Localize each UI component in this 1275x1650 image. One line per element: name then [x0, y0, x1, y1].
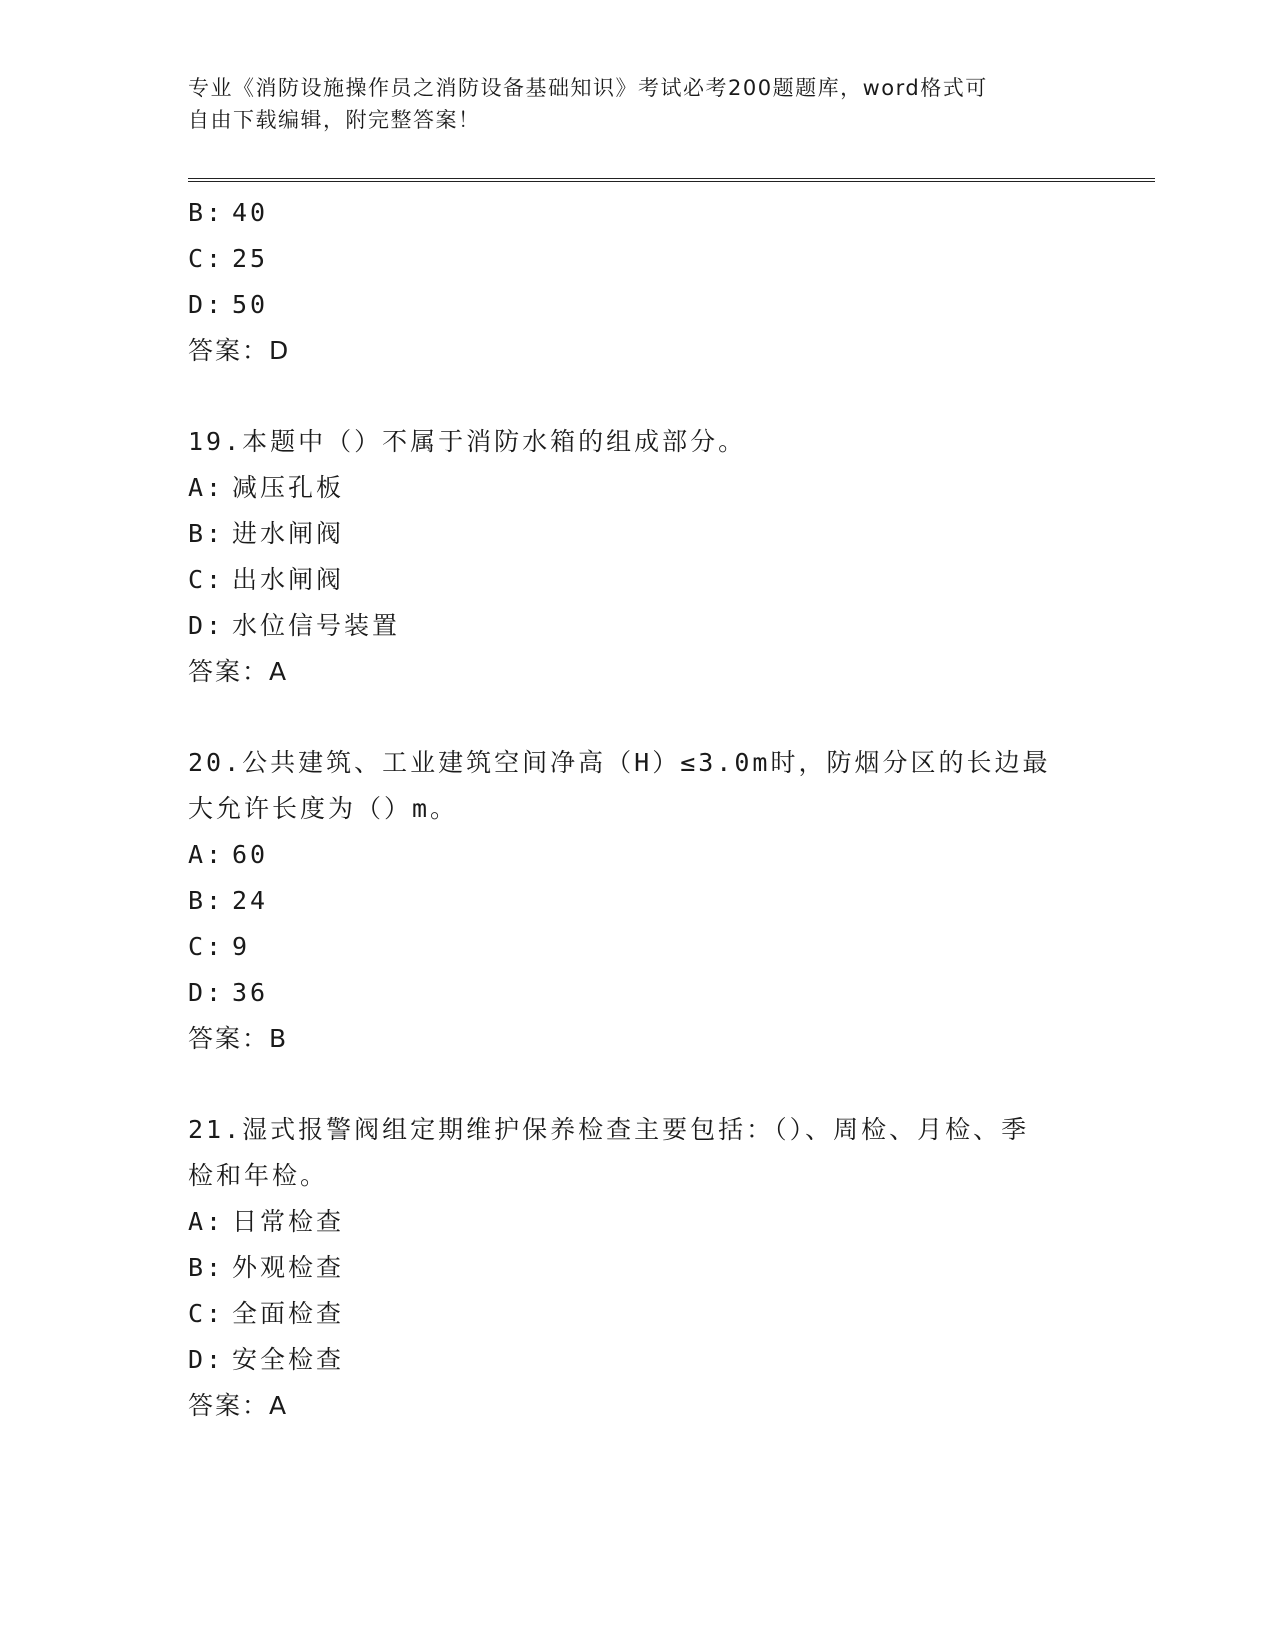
option-a: [188, 1199, 1088, 1245]
option-label: B:: [188, 1253, 225, 1282]
option-d: [188, 603, 1088, 649]
option-a: [188, 465, 1088, 511]
option-label: D:: [188, 290, 225, 319]
option-text: 全面检查: [232, 1299, 345, 1328]
option-c: [188, 1291, 1088, 1337]
answer: 答案：B: [188, 1024, 289, 1053]
header-title-line-1: 专业《消防设施操作员之消防设备基础知识》考试必考200题题库，word格式可: [188, 76, 988, 100]
option-text: 外观检查: [232, 1253, 345, 1282]
option-label: B:: [188, 198, 225, 227]
answer: 答案：A: [188, 657, 289, 686]
answer: 答案：A: [188, 1391, 289, 1420]
option-label: A:: [188, 840, 225, 869]
option-text: 进水闸阀: [232, 519, 345, 548]
option-label: B:: [188, 886, 225, 915]
option-label: A:: [188, 473, 225, 502]
option-label: C:: [188, 244, 225, 273]
option-label: B:: [188, 519, 225, 548]
option-label: A:: [188, 1207, 225, 1236]
option-b: [188, 1245, 1088, 1291]
option-label: D:: [188, 611, 225, 640]
option-text: 9: [232, 932, 251, 961]
question-stem-line-2: 大允许长度为（）m。: [188, 794, 459, 823]
option-c: [188, 557, 1088, 603]
option-label: D:: [188, 978, 225, 1007]
option-c: [188, 924, 1088, 970]
option-text: 水位信号装置: [232, 611, 401, 640]
option-label: C:: [188, 932, 225, 961]
question-stem-line-1: 21.湿式报警阀组定期维护保养检查主要包括：（）、周检、月检、季: [188, 1115, 1030, 1144]
option-d: [188, 282, 1088, 328]
option-c: [188, 236, 1088, 282]
question-stem: 19.本题中（）不属于消防水箱的组成部分。: [188, 427, 747, 456]
option-label: C:: [188, 565, 225, 594]
option-text: 安全检查: [232, 1345, 345, 1374]
option-text: 日常检查: [232, 1207, 345, 1236]
option-text: 25: [232, 244, 269, 273]
question-18: [188, 190, 1088, 374]
header-title-line-2: 自由下载编辑，附完整答案！: [188, 108, 481, 132]
question-stem-line-2: 检和年检。: [188, 1161, 329, 1190]
option-text: 60: [232, 840, 269, 869]
answer: 答案：D: [188, 336, 291, 365]
question-stem-line-1: 20.公共建筑、工业建筑空间净高（H）≤3.0m时，防烟分区的长边最: [188, 748, 1051, 777]
option-d: [188, 1337, 1088, 1383]
option-text: 24: [232, 886, 269, 915]
option-text: 出水闸阀: [232, 565, 345, 594]
option-b: [188, 878, 1088, 924]
header-divider: [188, 178, 1155, 182]
option-text: 减压孔板: [232, 473, 345, 502]
question-19: [188, 419, 1088, 695]
option-b: [188, 511, 1088, 557]
question-list: [188, 190, 1088, 1429]
question-21: [188, 1107, 1088, 1429]
document-header: [188, 72, 1088, 136]
option-text: 50: [232, 290, 269, 319]
option-label: C:: [188, 1299, 225, 1328]
question-20: [188, 740, 1088, 1062]
option-text: 40: [232, 198, 269, 227]
option-text: 36: [232, 978, 269, 1007]
option-label: D:: [188, 1345, 225, 1374]
option-b: [188, 190, 1088, 236]
option-a: [188, 832, 1088, 878]
option-d: [188, 970, 1088, 1016]
